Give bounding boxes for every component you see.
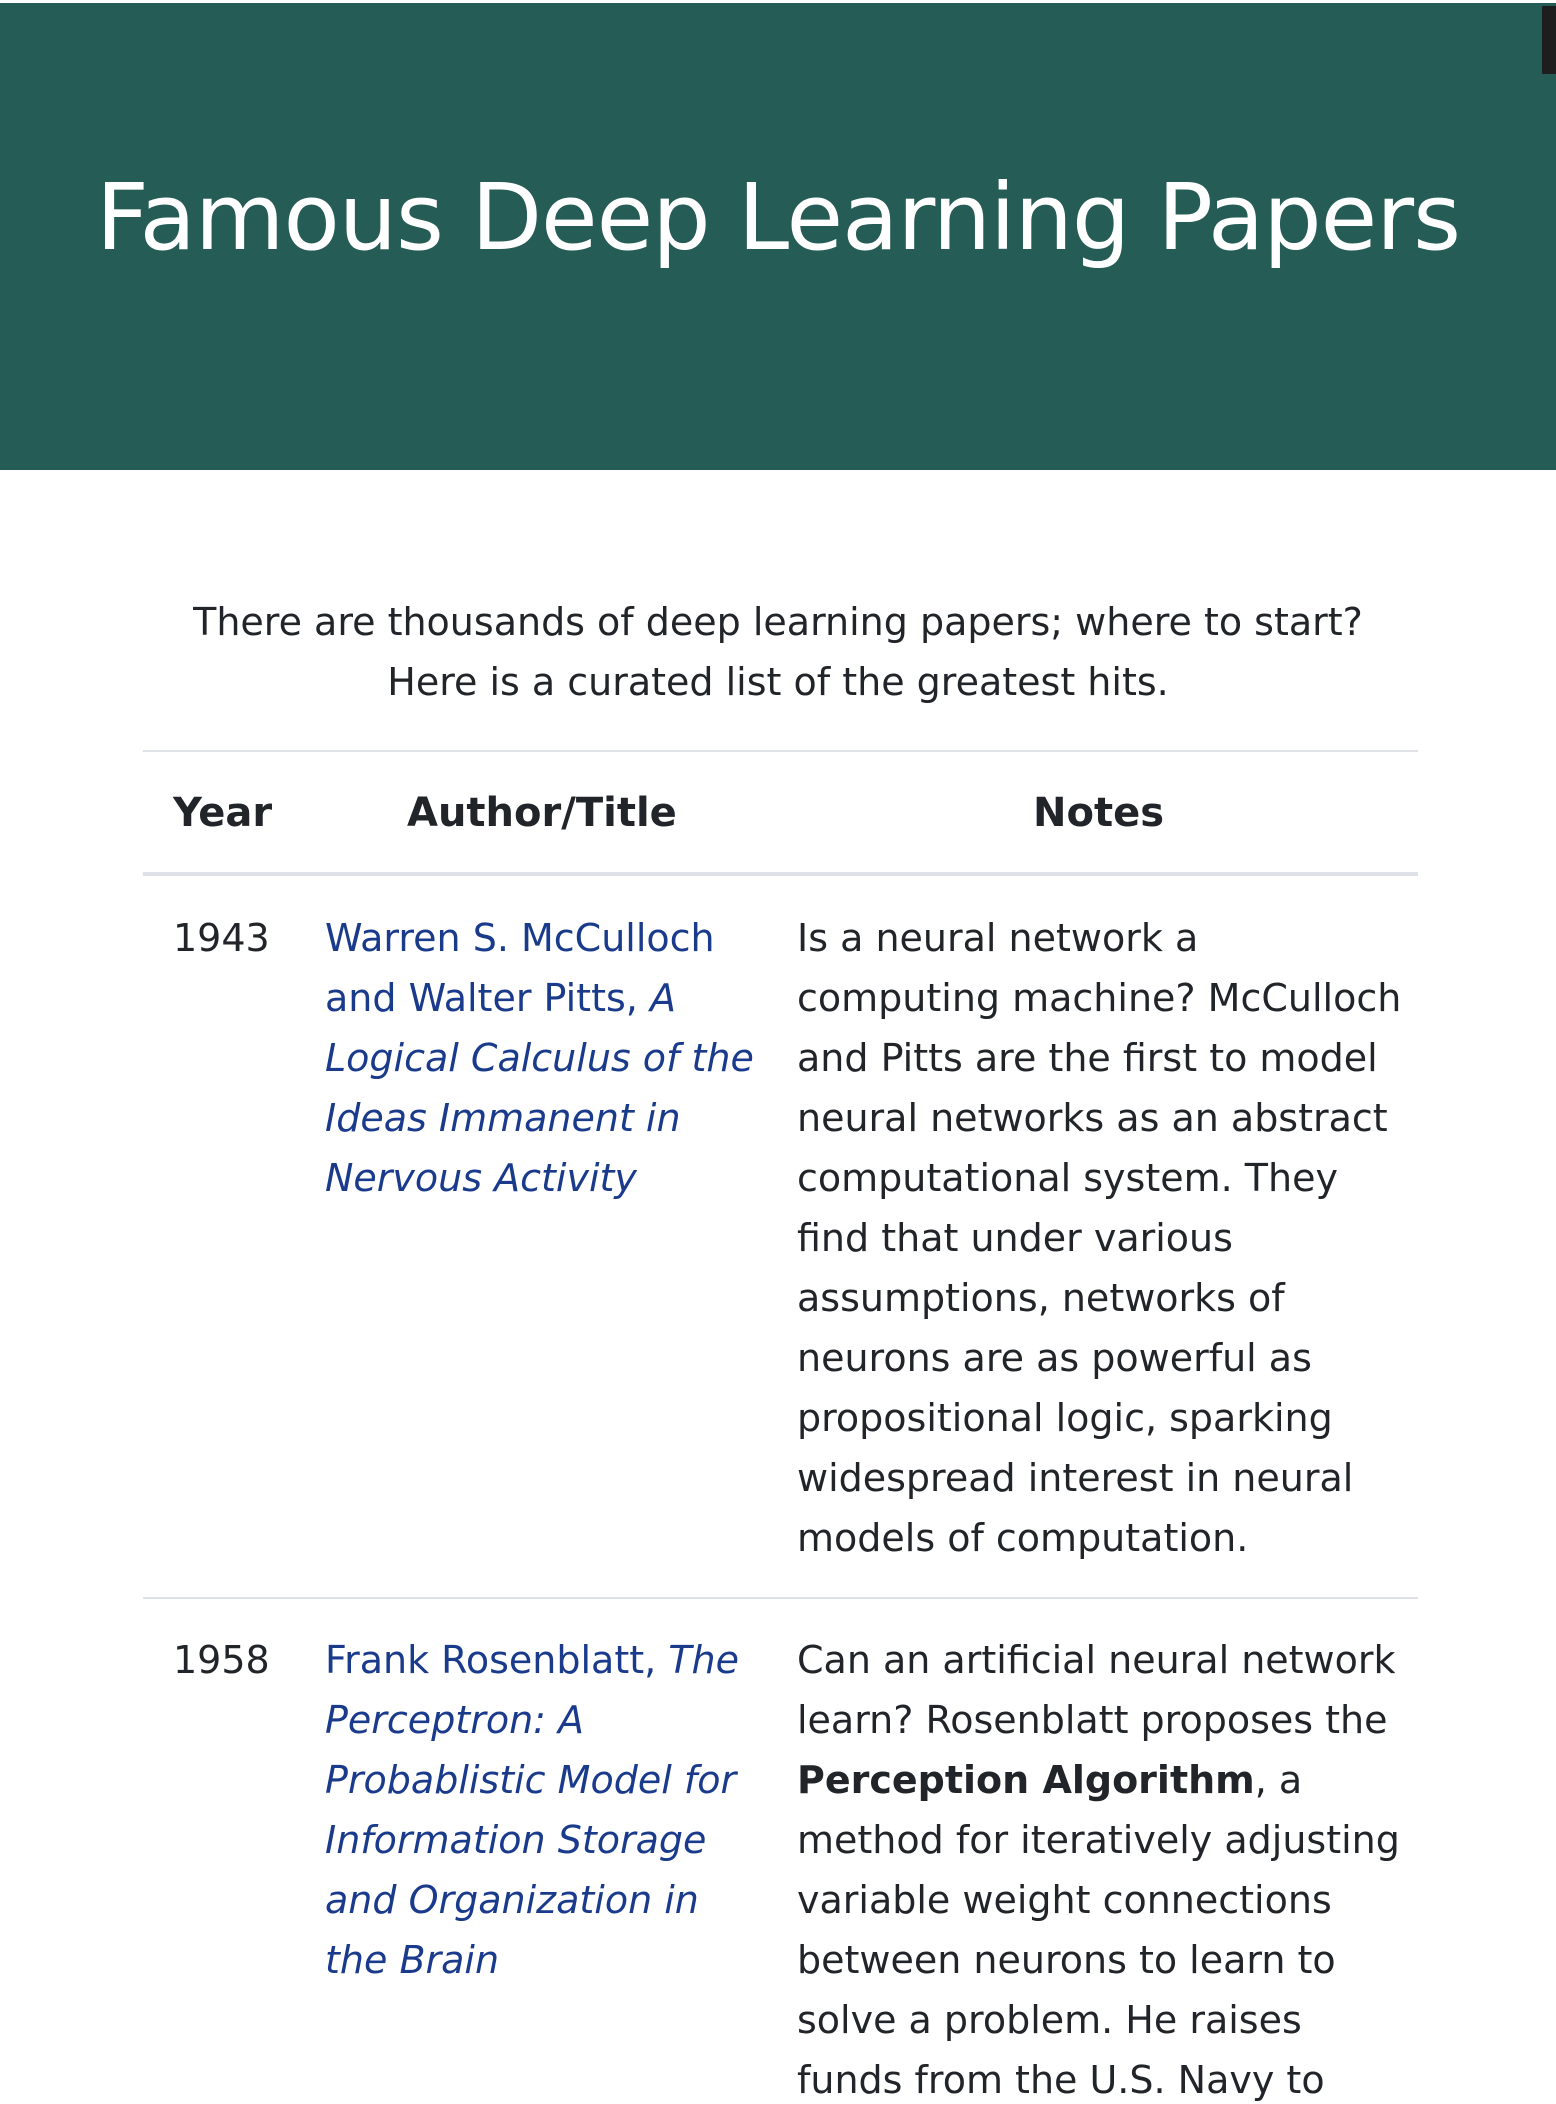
paper-2-title: The Perceptron: A Probablistic Model for Information Storage and Organization in the Brain: [325, 1638, 739, 1982]
row-1-year: 1943: [173, 916, 270, 960]
paper-link-1[interactable]: [325, 916, 754, 1200]
row-2-notes-tail: , a method for iteratively adjusting variable weight connections between neurons to learn to solve a problem. He raises funds from the U.S. Navy to: [797, 1758, 1400, 2102]
row-1-notes: [797, 908, 1407, 1568]
row-1-paper: [325, 908, 755, 1208]
row-divider: [143, 1597, 1418, 1599]
row-2-notes-bold: Perception Algorithm: [797, 1758, 1255, 1802]
intro-text: There are thousands of deep learning papers; where to start? Here is a curated list of the greatest hits.: [193, 600, 1363, 704]
column-header-year: Year: [173, 790, 273, 836]
table-top-border: [143, 750, 1418, 752]
paper-link-2[interactable]: [325, 1638, 739, 1982]
paper-2-authors: Frank Rosenblatt,: [325, 1638, 669, 1682]
column-header-author-title: Author/Title: [407, 790, 677, 836]
row-1-notes-text: Is a neural network a computing machine? McCulloch and Pitts are the first to model neural networks as an abstract computational system. They find that under various assumptions, networks of neurons are as powerful as propositional logic, sparking widespread interest in neural models of computation.: [797, 916, 1402, 1560]
table-header-border: [143, 872, 1418, 876]
row-2-notes: [797, 1630, 1407, 2104]
scrollbar-thumb[interactable]: [1542, 6, 1556, 74]
paper-1-title: A Logical Calculus of the Ideas Immanent in Nervous Activity: [325, 976, 754, 1200]
row-2-year: 1958: [173, 1638, 270, 1682]
row-2-notes-text: Can an artificial neural network learn? Rosenblatt proposes the: [797, 1638, 1396, 1742]
row-2-paper: [325, 1630, 755, 1990]
page-title: Famous Deep Learning Papers: [95, 164, 1461, 271]
paper-1-authors: Warren S. McCulloch and Walter Pitts,: [325, 916, 715, 1020]
scrollbar[interactable]: [1542, 3, 1556, 2104]
column-header-notes: Notes: [1033, 790, 1165, 836]
page-header: [0, 3, 1556, 470]
